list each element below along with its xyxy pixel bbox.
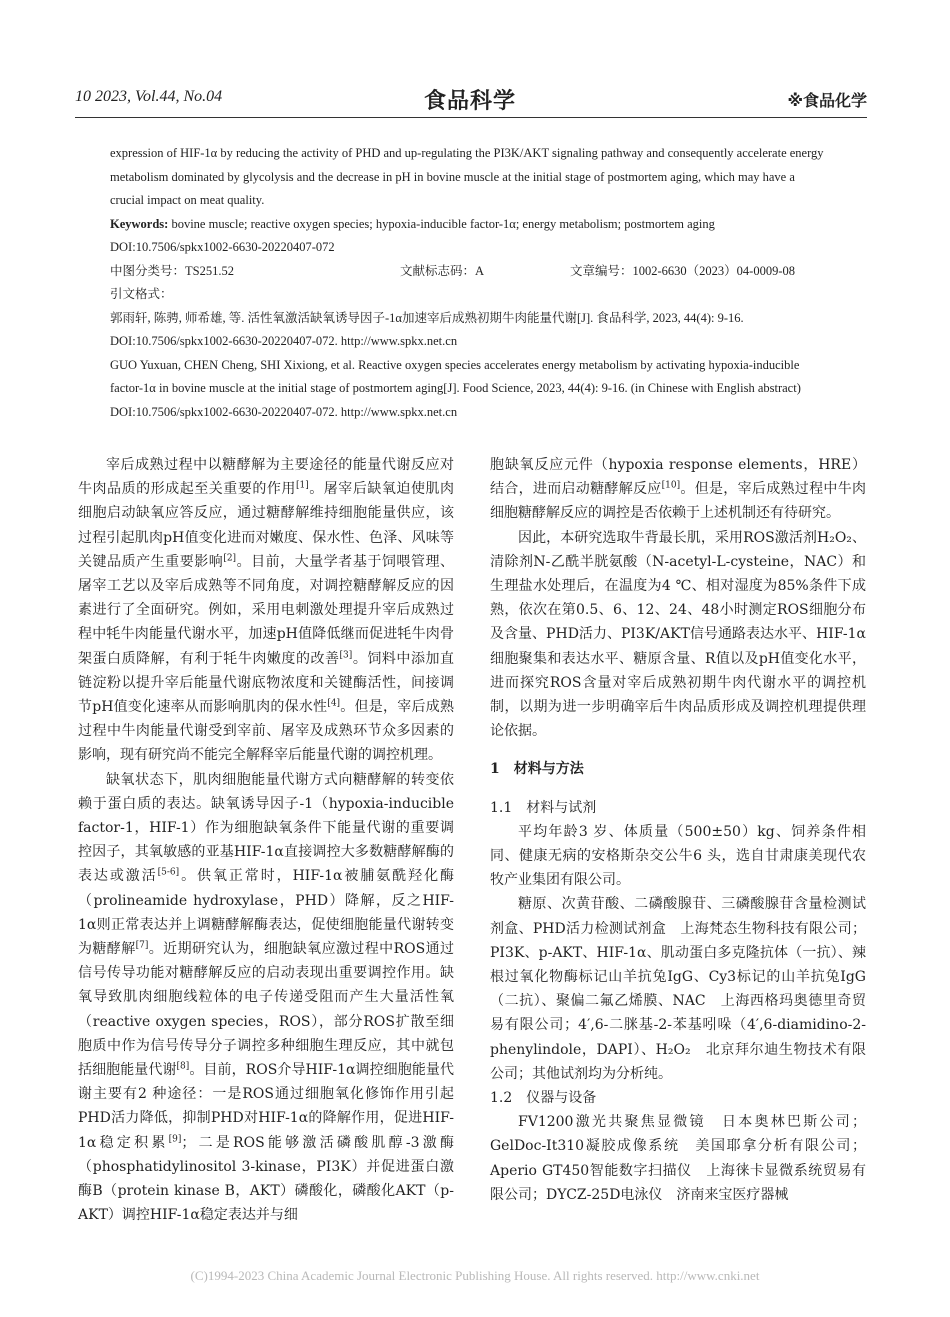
page-header	[75, 86, 867, 114]
abstract-continuation: expression of HIF-1α by reducing the activity of PHD and up-regulating the PI3K/AKT signaling pathway and consequently accelerate energy metabolism dominated by glycolysis and the decrease in pH in bovine muscle at the initial stage of postmortem aging, which may have a crucial impact on meat quality.	[110, 146, 824, 207]
citation-ref: [3]	[339, 649, 353, 660]
page-number-volume: 10 2023, Vol.44, No.04	[75, 88, 223, 105]
citation-ref: [7]	[135, 940, 149, 951]
citation-en: GUO Yuxuan, CHEN Cheng, SHI Xixiong, et al. Reactive oxygen species accelerates energy metabolism by activating hypoxia-inducible factor-1α in bovine muscle at the initial stage of postmortem aging[J]. Food Science, 2023, 44(4): 9-16. (in Chinese with English abstract) DOI:10.7506/spkx1002-6630-20220407-072. http://www.spkx.net.cn	[110, 357, 801, 419]
keywords	[110, 213, 832, 237]
header-rule	[75, 117, 867, 118]
citation-ref: [10]	[661, 480, 681, 491]
citation-label: 引文格式：	[110, 287, 173, 301]
paragraph: 宰后成熟过程中以糖酵解为主要途径的能量代谢反应对牛肉品质的形成起至关重要的作用[1]。屠宰后缺氧迫使肌肉细胞启动缺氧应答反应，通过糖酵解维持细胞能量供应，该过程引起肌肉pH值变化进而对嫩度、保水性、色泽、风味等关键品质产生重要影响[2]。目前，大量学者基于饲喂管理、屠宰工艺以及宰后成熟等不同角度，对调控糖酵解反应的因素进行了全面研究。例如，采用电刺激处理提升宰后成熟过程中牦牛肉能量代谢水平，加速pH值降低继而促进牦牛肉骨架蛋白质降解，有利于牦牛肉嫩度的改善[3]。饲料中添加直链淀粉以提升宰后能量代谢底物浓度和关键酶活性，间接调节pH值变化速率从而影响肌肉的保水性[4]。但是，宰后成熟过程中牛肉能量代谢受到宰前、屠宰及成熟环节众多因素的影响，现有研究尚不能完全解释宰后能量代谢的调控机理。	[78, 457, 455, 764]
document-code: 文献标志码：A	[400, 263, 485, 278]
citation-ref: [5-6]	[157, 867, 180, 878]
citation-ref: [4]	[327, 698, 341, 709]
abstract-block	[110, 142, 832, 424]
journal-title: 食品科学	[423, 89, 516, 114]
citation-cn: 郭雨轩, 陈骋, 师希雄, 等. 活性氧激活缺氧诱导因子-1α加速宰后成熟初期牛肉能量代谢[J]. 食品科学, 2023, 44(4): 9-16. DOI:10.7506/spkx1002-6630-20220407-072. http://www.spkx.net.cn	[110, 310, 744, 348]
section-heading: 1 材料与方法	[490, 761, 584, 778]
subsection-heading: 1.1 材料与试剂	[490, 799, 597, 816]
paragraph: FV1200激光共聚焦显微镜 日本奥林巴斯公司；GelDoc-It310凝胶成像系统 美国耶拿分析有限公司；Aperio GT450智能数字扫描仪 上海徕卡显微系统贸易有限公司；DYCZ-25D电泳仪 济南来宝医疗器械	[490, 1114, 866, 1203]
paragraph: 因此，本研究选取牛背最长肌，采用ROS激活剂H₂O₂、清除剂N-乙酰半胱氨酸（N-acetyl-L-cysteine，NAC）和生理盐水处理后，在温度为4 ℃、相对湿度为85%条件下成熟，依次在第0.5、6、12、24、48小时测定ROS细胞分布及含量、PHD活力、PI3K/AKT信号通路表达水平、HIF-1α细胞聚集和表达水平、糖原含量、R值以及pH值变化水平，进而探究ROS含量对宰后成熟初期牛肉代谢水平的调控机制，以期为进一步明确宰后牛肉品质形成及调控机理提供理论依据。	[490, 529, 866, 740]
keywords-text: bovine muscle; reactive oxygen species; hypoxia-inducible factor-1α; energy metabolism; postmortem aging	[168, 216, 715, 231]
classification-row	[110, 260, 832, 284]
left-column	[78, 453, 454, 1228]
copyright-footer: (C)1994-2023 China Academic Journal Electronic Publishing House. All rights reserved. http://www.cnki.net	[190, 1268, 760, 1283]
paragraph: 糖原、次黄苷酸、二磷酸腺苷、三磷酸腺苷含量检测试剂盒、PHD活力检测试剂盒 上海梵态生物科技有限公司；PI3K、p-AKT、HIF-1α、肌动蛋白多克隆抗体（一抗）、辣根过氧化物酶标记山羊抗兔IgG、Cy3标记的山羊抗兔IgG（二抗）、聚偏二氟乙烯膜、NAC 上海西格玛奥德里奇贸易有限公司；4′,6-二脒基-2-苯基吲哚（4′,6-diamidino-2-phenylindole，DAPI）、H₂O₂ 北京拜尔迪生物技术有限公司；其他试剂均为分析纯。	[490, 896, 866, 1082]
citation-ref: [2]	[223, 553, 237, 564]
paragraph: 胞缺氧反应元件（hypoxia response elements，HRE）结合，进而启动糖酵解反应[10]。但是，宰后成熟过程中牛肉细胞糖酵解反应的调控是否依赖于上述机制还有待研究。	[490, 457, 867, 522]
keywords-label: Keywords:	[110, 216, 169, 231]
subsection-heading: 1.2 仪器与设备	[490, 1090, 597, 1107]
article-number: 文章编号：1002-6630（2023）04-0009-08	[570, 263, 795, 278]
citation-ref: [8]	[176, 1061, 190, 1072]
citation-ref: [9]	[168, 1134, 182, 1145]
clc-number: 中图分类号：TS251.52	[110, 263, 234, 278]
paragraph: 缺氧状态下，肌肉细胞能量代谢方式向糖酵解的转变依赖于蛋白质的表达。缺氧诱导因子-1（hypoxia-inducible factor-1，HIF-1）作为细胞缺氧条件下能量代谢的重要调控因子，其氧敏感的亚基HIF-1α直接调控大多数糖酵解酶的表达或激活[5-6]。供氧正常时，HIF-1α被脯氨酰羟化酶（prolineamide hydroxylase，PHD）降解，反之HIF-1α则正常表达并上调糖酵解酶表达，促使细胞能量代谢转变为糖酵解[7]。近期研究认为，细胞缺氧应激过程中ROS通过信号传导功能对糖酵解反应的启动表现出重要调控作用。缺氧导致肌肉细胞线粒体的电子传递受阻而产生大量活性氧（reactive oxygen species，ROS），部分ROS扩散至细胞质中作为信号传导分子调控多种细胞生理反应，其中就包括细胞能量代谢[8]。目前，ROS介导HIF-1α调控细胞能量代谢主要有2 种途径：一是ROS通过细胞氧化修饰作用引起PHD活力降低，抑制PHD对HIF-1α的降解作用，促进HIF-1α稳定积累[9]；二是ROS能够激活磷酸肌醇-3激酶（phosphatidylinositol 3-kinase，PI3K）并促进蛋白激酶B（protein kinase B，AKT）磷酸化，磷酸化AKT（p-AKT）调控HIF-1α稳定表达并与细	[78, 771, 455, 1224]
section-label: ※食品化学	[787, 91, 867, 110]
paragraph: 平均年龄3 岁、体质量（500±50）kg、饲养条件相同、健康无病的安格斯杂交公牛6 头，选自甘肃康美现代农牧产业集团有限公司。	[490, 823, 866, 889]
citation-ref: [1]	[295, 480, 309, 491]
doi: DOI:10.7506/spkx1002-6630-20220407-072	[110, 240, 335, 254]
right-column	[490, 453, 866, 1207]
